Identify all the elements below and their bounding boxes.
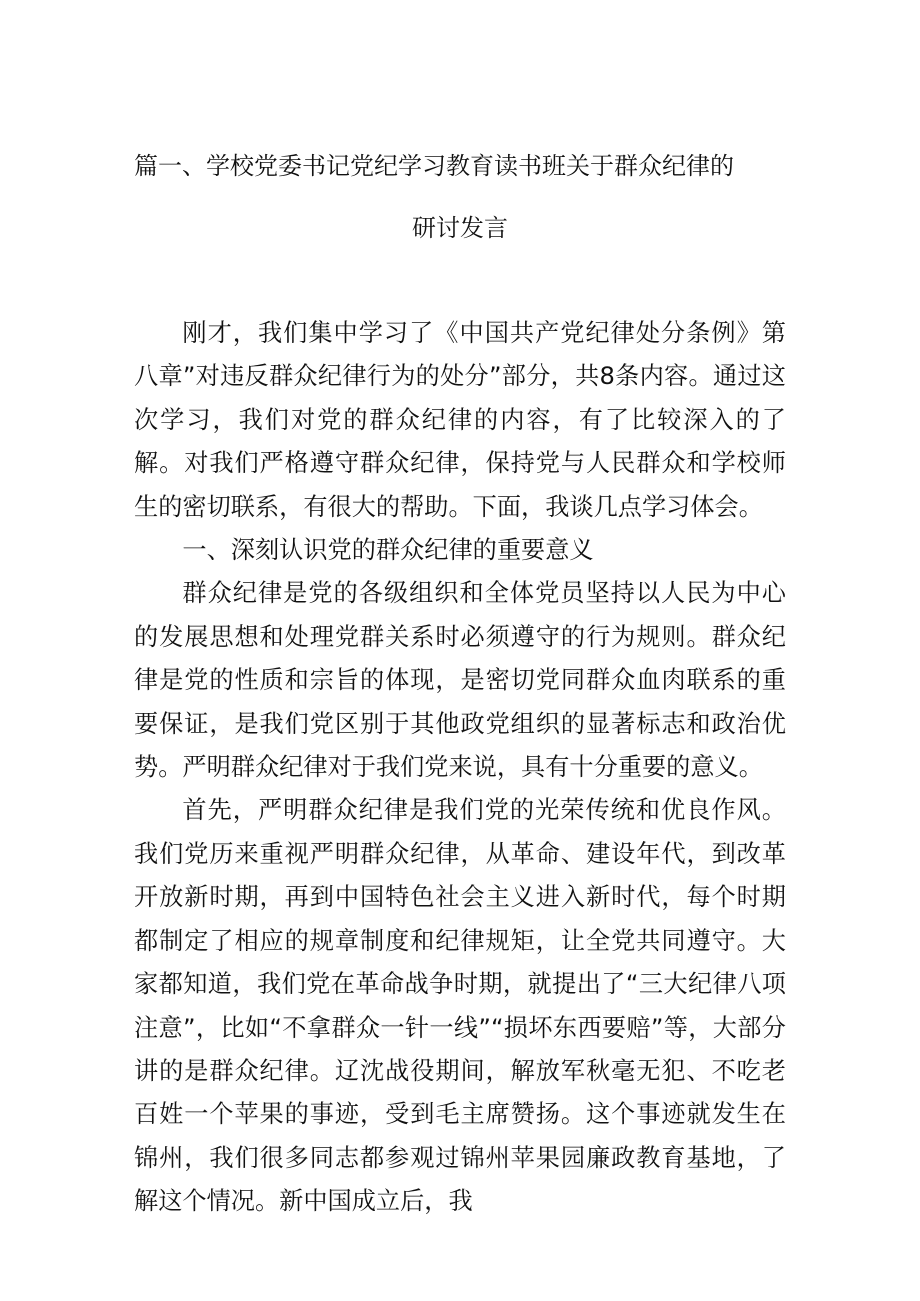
section-heading-1: 一、深刻认识党的群众纪律的重要意义 xyxy=(182,536,594,565)
document-title-line-1: 篇一、学校党委书记党纪学习教育读书班关于群众纪律的 xyxy=(134,152,734,180)
document-body xyxy=(134,312,786,1224)
paragraph-discipline-meaning: 群众纪律是党的各级组织和全体党员坚持以人民为中心的发展思想和处理党群关系时必须遵守的行为规则。群众纪律是党的性质和宗旨的体现，是密切党同群众血肉联系的重要保证，是我们党区别于其他政党组织的显著标志和政治优势。严明群众纪律对于我们党来说，具有十分重要的意义。 xyxy=(134,579,786,782)
paragraph-intro: 刚才，我们集中学习了《中国共产党纪律处分条例》第八章”对违反群众纪律行为的处分”部分，共8条内容。通过这次学习，我们对党的群众纪律的内容，有了比较深入的了解。对我们严格遵守群众纪律，保持党与人民群众和学校师生的密切联系，有很大的帮助。下面，我谈几点学习体会。 xyxy=(134,319,786,521)
paragraph-first-point: 首先，严明群众纪律是我们党的光荣传统和优良作风。我们党历来重视严明群众纪律，从革命、建设年代，到改革开放新时期，再到中国特色社会主义进入新时代，每个时期都制定了相应的规章制度和纪律规矩，让全党共同遵守。大家都知道，我们党在革命战争时期，就提出了“三大纪律八项注意”，比如“不拿群众一针一线”“损坏东西要赔”等，大部分讲的是群众纪律。辽沈战役期间，解放军秋毫无犯、不吃老百姓一个苹果的事迹，受到毛主席赞扬。这个事迹就发生在锦州，我们很多同志都参观过锦州苹果园廉政教育基地，了解这个情况。新中国成立后，我 xyxy=(134,796,786,1216)
document-title-line-2: 研讨发言 xyxy=(412,214,508,242)
